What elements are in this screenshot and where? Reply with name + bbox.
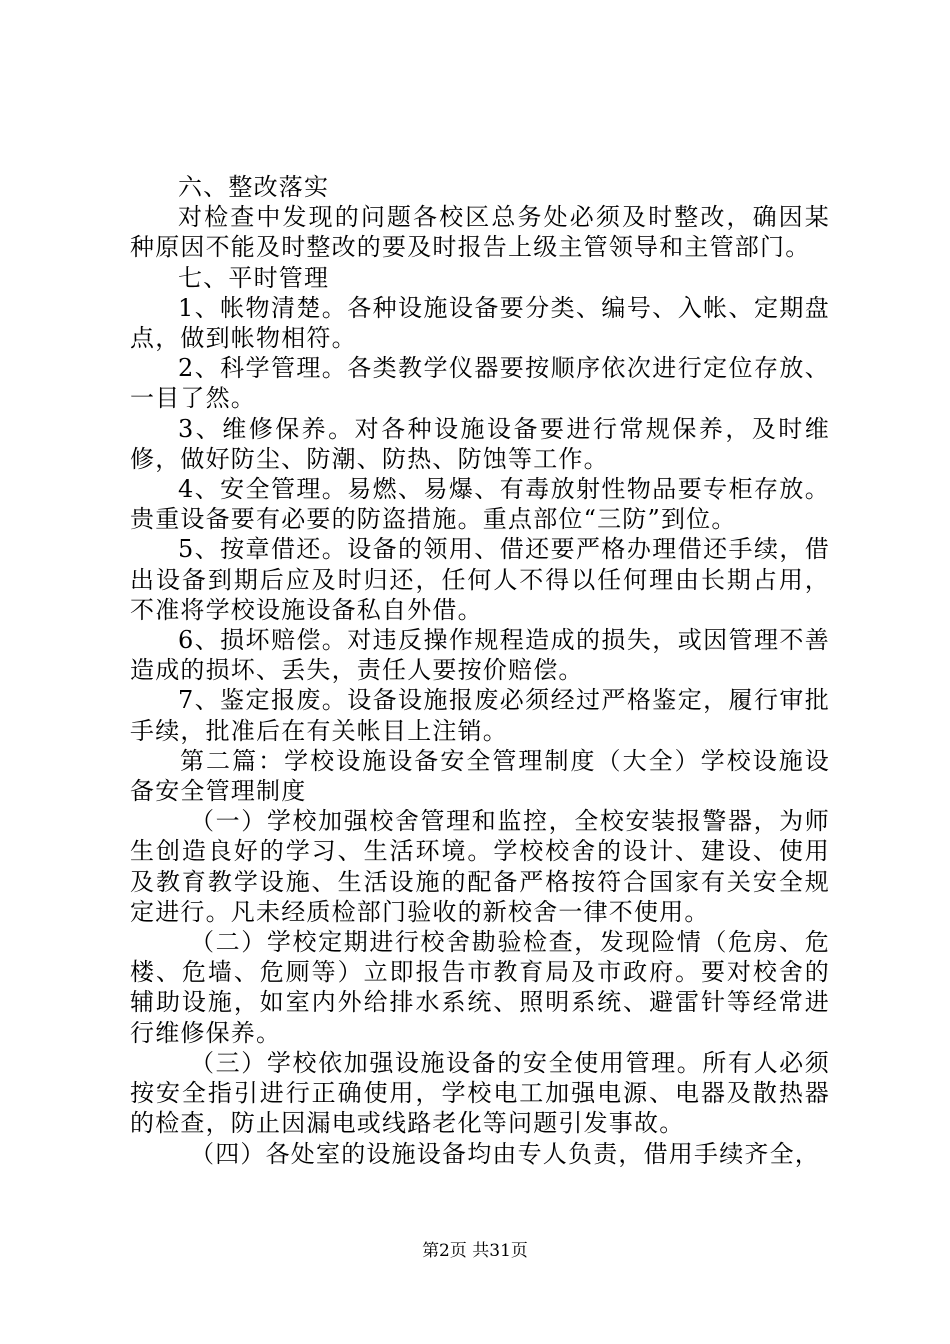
heading-part-two: 第二篇：学校设施设备安全管理制度（大全）学校设施设备安全管理制度 <box>130 746 830 806</box>
paragraph-clause-3: （三）学校依加强设施设备的安全使用管理。所有人必须按安全指引进行正确使用，学校电工加强电源、电器及散热器的检查，防止因漏电或线路老化等问题引发事故。 <box>130 1048 830 1138</box>
heading-rectification: 六、整改落实 <box>178 173 330 201</box>
paragraph-rectification: 对检查中发现的问题各校区总务处必须及时整改，确因某种原因不能及时整改的要及时报告上级主管领导和主管部门。 <box>130 203 830 262</box>
document-body <box>130 172 830 1169</box>
page-number: 第2页 共31页 <box>422 1241 528 1261</box>
paragraph-clause-2: （二）学校定期进行校舍勘验检查，发现险情（危房、危楼、危墙、危厕等）立即报告市教育局及市政府。要对校舍的辅助设施，如室内外给排水系统、照明系统、避雷针等经常进行维修保养。 <box>130 928 830 1047</box>
paragraph-item-7: 7、鉴定报废。设备设施报废必须经过严格鉴定，履行审批手续，批准后在有关帐目上注销。 <box>130 686 830 745</box>
page-footer <box>0 1240 950 1262</box>
paragraph-item-2: 2、科学管理。各类教学仪器要按顺序依次进行定位存放、一目了然。 <box>130 354 830 413</box>
paragraph-clause-1: （一）学校加强校舍管理和监控，全校安装报警器，为师生创造良好的学习、生活环境。学校校舍的设计、建设、使用及教育教学设施、生活设施的配备严格按符合国家有关安全规定进行。凡未经质检部门验收的新校舍一律不使用。 <box>130 807 830 926</box>
paragraph-item-5: 5、按章借还。设备的领用、借还要严格办理借还手续，借出设备到期后应及时归还，任何人不得以任何理由长期占用，不准将学校设施设备私自外借。 <box>130 535 830 624</box>
heading-daily-management: 七、平时管理 <box>178 263 330 292</box>
paragraph-item-1: 1、帐物清楚。各种设施设备要分类、编号、入帐、定期盘点，做到帐物相符。 <box>130 293 830 353</box>
paragraph-clause-4: （四）各处室的设施设备均由专人负责，借用手续齐全， <box>190 1139 820 1168</box>
paragraph-item-6: 6、损坏赔偿。对违反操作规程造成的损失，或因管理不善造成的损坏、丢失，责任人要按价赔偿。 <box>130 626 830 685</box>
paragraph-item-3: 3、维修保养。对各种设施设备要进行常规保养，及时维修，做好防尘、防潮、防热、防蚀等工作。 <box>130 414 830 473</box>
paragraph-item-4: 4、安全管理。易燃、易爆、有毒放射性物品要专柜存放。贵重设备要有必要的防盗措施。重点部位“三防”到位。 <box>130 475 830 534</box>
